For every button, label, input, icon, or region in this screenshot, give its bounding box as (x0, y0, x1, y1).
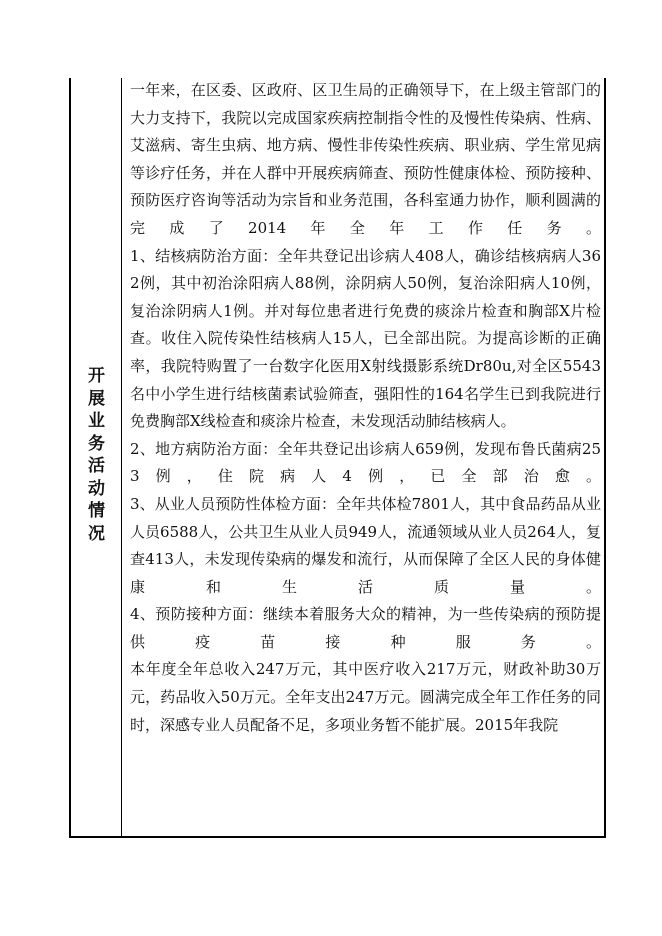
vaccination-paragraph: 4、预防接种方面：继续本着服务大众的精神，为一些传染病的预防提供疫苗接种服务。 (130, 605, 601, 651)
section-label-char: 活 (88, 456, 105, 476)
intro-paragraph: 一年来，在区委、区政府、区卫生局的正确领导下，在上级主管部门的大力支持下，我院以完成国家疾病控制指令性的及慢性传染病、性病、艾滋病、寄生虫病、地方病、慢性非传染性疾病、职业病、学生常见病等诊疗任务，并在人群中开展疾病筛查、预防性健康体检、预防接种、预防医疗咨询等活动为宗旨和业务范围，各科室通力协作，顺利圆满的完成了2014年全年工作任务。 (130, 81, 601, 237)
tuberculosis-paragraph: 1、结核病防治方面：全年共登记出诊病人408人，确诊结核病病人362例，其中初治涂阳病人88例，涂阴病人50例，复治涂阳病人10例，复治涂阴病人1例。并对每位患者进行免费的痰涂片检查和胸部X片检查。收住入院传染性结核病人15人，已全部出院。为提高诊断的正确率，我院特购置了一台数字化医用X射线摄影系统Dr80u,对全区5543名中小学生进行结核菌素试验筛查，强阳性的164名学生已到我院进行免费胸部X线检查和痰涂片检查，未发现活动肺结核病人。 (130, 246, 601, 431)
section-label-char: 开 (88, 366, 105, 386)
finance-paragraph: 本年度全年总收入247万元，其中医疗收入217万元，财政补助30万元，药品收入50万元。全年支出247万元。圆满完成全年工作任务的同时，深感专业人员配备不足，多项业务暂不能扩展。2015年我院 (130, 660, 601, 734)
section-label-char: 展 (88, 388, 105, 409)
section-label-cell (71, 78, 122, 836)
health-checkup-paragraph: 3、从业人员预防性体检方面：全年共体检7801人，其中食品药品从业人员6588人，公共卫生从业人员949人，流通领域从业人员264人，复查413人，未发现传染病的爆发和流行，从而保障了全区人民的身体健康和生活质量。 (130, 494, 601, 596)
section-label (71, 365, 122, 545)
section-label-char: 业 (88, 411, 105, 431)
endemic-disease-paragraph: 2、地方病防治方面：全年共登记出诊病人659例，发现布鲁氏菌病253例，住院病人4例，已全部治愈。 (130, 439, 601, 486)
section-label-char: 况 (88, 523, 105, 544)
section-label-char: 情 (88, 501, 105, 521)
section-label-char: 务 (88, 433, 105, 454)
activity-table (69, 78, 606, 838)
content-cell (130, 78, 601, 739)
section-label-char: 动 (88, 478, 105, 499)
